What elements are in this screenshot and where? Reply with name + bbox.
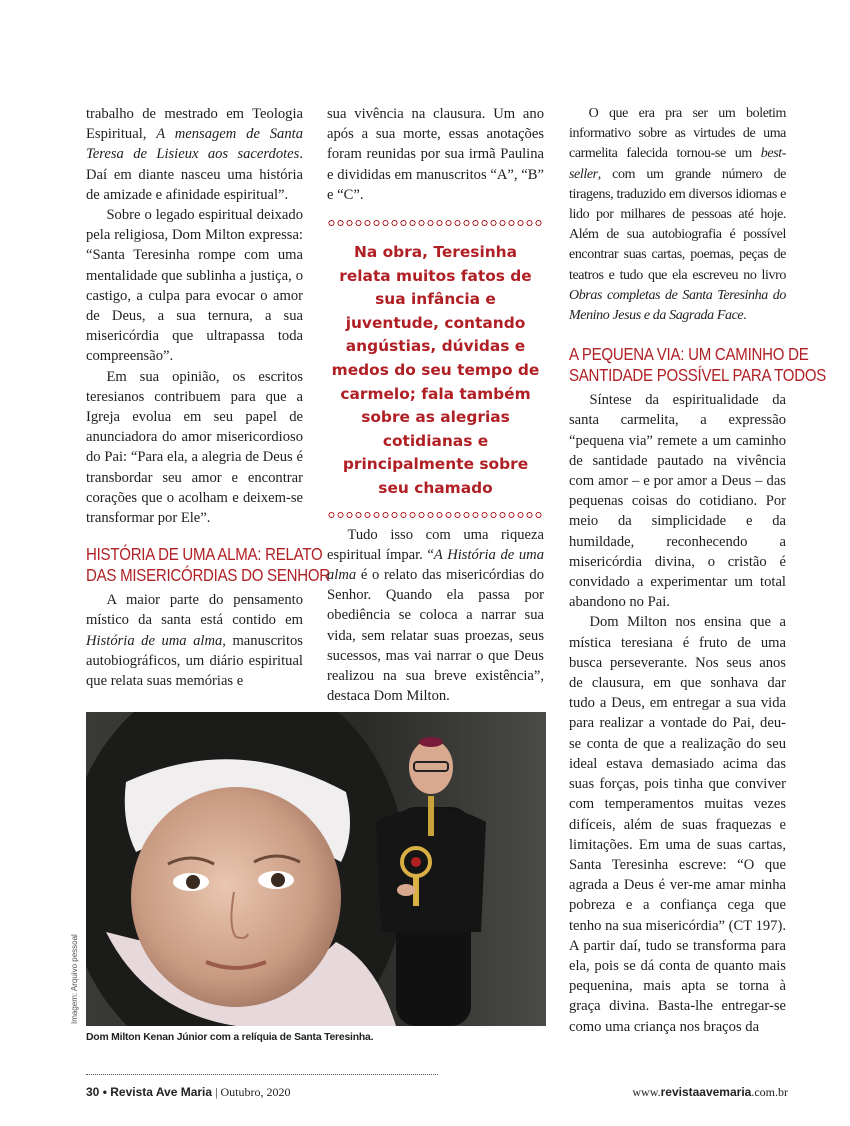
footer-folio: 30 • Revista Ave Maria | Outubro, 2020 xyxy=(86,1085,291,1099)
issue-date: Outubro, 2020 xyxy=(220,1085,291,1099)
paragraph: trabalho de mestrado em Teologia Espiritual, A mensagem de Santa Teresa de Lisieux aos sacerdotes. Daí em diante nasceu uma história de amizade e afinidade espiritual”. xyxy=(86,106,304,203)
column-2 xyxy=(327,104,544,706)
decorative-rule xyxy=(327,511,544,519)
column-3 xyxy=(569,104,827,1037)
pull-quote xyxy=(327,219,544,519)
photo-illustration xyxy=(86,712,546,1026)
paragraph: O que era pra ser um boletim informativo sobre as virtudes de uma carmelita falecida tornou-se um best-seller, com um grande número de tiragens, traduzido em diversos idiomas e lido por milhares de pessoas até hoje. Além de sua autobiografia é possível encontrar suas cartas, poemas, peças de teatros e tudo que ela escreveu no livro Obras completas de Santa Teresinha do Menino Jesus e da Sagrada Face. xyxy=(569,106,786,324)
column-1 xyxy=(86,104,330,691)
pull-quote-text: Na obra, Teresinha relata muitos fatos de sua infância e juventude, contando angústias, dúvidas e medos do seu tempo de carmelo; fala também sobre as alegrias cotidianas e principalmente sobre seu chamado xyxy=(331,243,540,497)
paragraph: Síntese da espiritualidade da santa carmelita, a expressão “pequena via” remete a um caminho de santidade pautado na vivência com amor – e por amor a Deus – das pequenas coisas do cotidiano. Por meio da simplicidade e da humildade, reconhecendo a misericórdia divina, o cristão é convidado a experimentar um total abandono no Pai. xyxy=(569,392,786,611)
decorative-rule xyxy=(327,219,544,227)
footer-divider xyxy=(86,1074,438,1075)
page-number: 30 xyxy=(86,1085,100,1099)
photo-caption: Dom Milton Kenan Júnior com a relíquia de Santa Teresinha. xyxy=(86,1032,374,1043)
photo xyxy=(86,712,546,1026)
paragraph: sua vivência na clausura. Um ano após a sua morte, essas anotações foram reunidas por sua irmã Paulina e divididas em manuscritos “A”, “B” e “C”. xyxy=(327,106,544,203)
paragraph: Dom Milton nos ensina que a mística teresiana é fruto de uma busca perseverante. Nos seus anos de clausura, em que sonhava dar tudo a Deus, em entregar a sua vida para realizar a vontade do Pai, deu-se conta de que a realização do seu ideal estava demasiado acima das suas forças, pois tinha que conviver com temperamentos muitas vezes difíceis, além de suas fraquezas e limitações. Em uma de suas cartas, Santa Teresinha escreve: “O que agrada a Deus é ver-me amar minha pobreza e a confiança cega que tenho na sua misericórdia” (CT 197). A partir daí, tudo se transforma para ela, pois se dá conta de quanto mais pequenina, mais apta se torna à graça divina. Basta-lhe entregar-se como uma criança nos braços da xyxy=(569,614,786,1035)
paragraph: Em sua opinião, os escritos teresianos contribuem para que a Igreja evolua em seu papel de anunciadora do amor misericordioso do Pai: “Para ela, a alegria de Deus é transbordar seu amor e encontrar corações que o acolham e deixem-se transformar por Ele”. xyxy=(86,368,303,527)
paragraph: Sobre o legado espiritual deixado pela religiosa, Dom Milton expressa: “Santa Teresinha rompe com uma mentalidade que sublinha a justiça, o castigo, a culpa para evocar o amor de Deus, a sua ternura, a sua misericórdia que ultrapassa toda compreensão”. xyxy=(86,207,303,365)
photo-credit: Imagem: Arquivo pessoal xyxy=(70,934,79,1024)
magazine-name: Revista Ave Maria xyxy=(110,1085,213,1099)
section-heading: HISTÓRIA DE UMA ALMA: RELATO DAS MISERICÓRDIAS DO SENHOR xyxy=(86,544,330,586)
section-heading: A PEQUENA VIA: UM CAMINHO DE SANTIDADE POSSÍVEL PARA TODOS xyxy=(569,344,827,386)
paragraph: A maior parte do pensamento místico da santa está contido em História de uma alma, manuscritos autobiográficos, um diário espiritual que relata suas memórias e xyxy=(86,592,303,690)
footer-website[interactable]: www.revistaavemaria.com.br xyxy=(632,1085,788,1099)
paragraph: Tudo isso com uma riqueza espiritual ímpar. “A História de uma alma é o relato das misericórdias do Senhor. Quando ela passa por obediência se coloca a narrar sua vida, sem relatar suas proezas, seus sucessos, mas vai narrar o que Deus realizou na sua breve existência”, destaca Dom Milton. xyxy=(327,526,544,705)
